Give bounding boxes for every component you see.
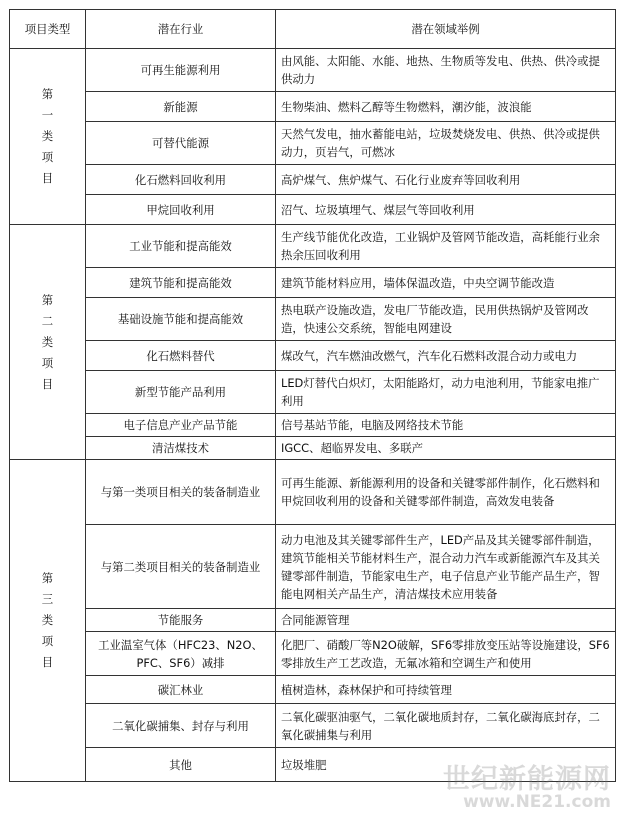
industry-cell: 二氧化碳捕集、封存与利用: [86, 704, 276, 748]
examples-cell: 建筑节能材料应用，墙体保温改造，中央空调节能改造: [276, 268, 616, 298]
table-row: [10, 268, 616, 298]
table-row: [10, 371, 616, 414]
examples-cell: 植树造林，森林保护和可持续管理: [276, 676, 616, 704]
examples-cell: 二氧化碳驱油驱气，二氧化碳地质封存，二氧化碳海底封存，二氧化碳捕集与利用: [276, 704, 616, 748]
examples-cell: 高炉煤气、焦炉煤气、石化行业废弃等回收利用: [276, 165, 616, 195]
examples-cell: 动力电池及其关键零部件生产，LED产品及其关键零部件制造，建筑节能相关节能材料生产，混合动力汽车或新能源汽车及其关键零部件制造，节能家电生产，电子信息产业节能产品生产，智能电网相关产品生产，清洁煤技术应用装备: [276, 525, 616, 609]
table-row: [10, 122, 616, 165]
table-header-row: [10, 10, 616, 49]
table-row: [10, 676, 616, 704]
examples-cell: 生产线节能优化改造，工业锅炉及管网节能改造，高耗能行业余热余压回收利用: [276, 225, 616, 268]
table-row: [10, 195, 616, 225]
industry-cell: 工业温室气体（HFC23、N2O、PFC、SF6）减排: [86, 632, 276, 676]
table-row: [10, 165, 616, 195]
examples-cell: 沼气、垃圾填埋气、煤层气等回收利用: [276, 195, 616, 225]
table-body: [10, 49, 616, 782]
examples-cell: 生物柴油、燃料乙醇等生物燃料，潮汐能，波浪能: [276, 92, 616, 122]
industry-cell: 化石燃料回收利用: [86, 165, 276, 195]
table-row: [10, 632, 616, 676]
table-row: [10, 414, 616, 437]
category-label: 第 二 类 项 目: [10, 225, 86, 460]
table-row: [10, 525, 616, 609]
examples-cell: LED灯替代白炽灯，太阳能路灯，动力电池利用，节能家电推广利用: [276, 371, 616, 414]
industry-cell: 电子信息产业产品节能: [86, 414, 276, 437]
header-examples: 潜在领域举例: [276, 10, 616, 49]
industry-cell: 甲烷回收利用: [86, 195, 276, 225]
industry-cell: 其他: [86, 748, 276, 782]
examples-cell: 热电联产设施改造，发电厂节能改造，民用供热锅炉及管网改造，快速公交系统，智能电网建设: [276, 298, 616, 341]
industry-cell: 可替代能源: [86, 122, 276, 165]
industry-cell: 碳汇林业: [86, 676, 276, 704]
header-industry: 潜在行业: [86, 10, 276, 49]
watermark-text: 世纪新能源网: [443, 764, 611, 795]
examples-cell: 垃圾堆肥: [276, 748, 616, 782]
industry-cell: 与第一类项目相关的装备制造业: [86, 460, 276, 525]
header-project-type: 项目类型: [10, 10, 86, 49]
industry-cell: 与第二类项目相关的装备制造业: [86, 525, 276, 609]
industry-cell: 可再生能源利用: [86, 49, 276, 92]
table-row: [10, 460, 616, 525]
table-row: [10, 225, 616, 268]
industry-cell: 新能源: [86, 92, 276, 122]
industry-cell: 新型节能产品利用: [86, 371, 276, 414]
industry-cell: 节能服务: [86, 609, 276, 632]
category-label: 第 一 类 项 目: [10, 49, 86, 225]
examples-cell: 由风能、太阳能、水能、地热、生物质等发电、供热、供冷或提供动力: [276, 49, 616, 92]
examples-cell: 合同能源管理: [276, 609, 616, 632]
table-row: [10, 704, 616, 748]
examples-cell: 化肥厂、硝酸厂等N2O破解，SF6零排放变压站等设施建设，SF6零排放生产工艺改造，无氟冰箱和空调生产和使用: [276, 632, 616, 676]
examples-cell: 可再生能源、新能源利用的设备和关键零部件制作，化石燃料和甲烷回收利用的设备和关键零部件制造，高效发电装备: [276, 460, 616, 525]
category-label: 第 三 类 项 目: [10, 460, 86, 782]
project-table: [9, 9, 616, 782]
table-row: [10, 298, 616, 341]
watermark-url: www.NE21.com: [463, 792, 611, 812]
table-row: [10, 437, 616, 460]
industry-cell: 建筑节能和提高能效: [86, 268, 276, 298]
industry-cell: 工业节能和提高能效: [86, 225, 276, 268]
table-row: [10, 609, 616, 632]
table-row: [10, 49, 616, 92]
industry-cell: 基础设施节能和提高能效: [86, 298, 276, 341]
table-row: [10, 92, 616, 122]
examples-cell: 信号基站节能，电脑及网络技术节能: [276, 414, 616, 437]
industry-cell: 清洁煤技术: [86, 437, 276, 460]
examples-cell: IGCC、超临界发电、多联产: [276, 437, 616, 460]
table-row: [10, 341, 616, 371]
table-row: [10, 748, 616, 782]
industry-cell: 化石燃料替代: [86, 341, 276, 371]
examples-cell: 煤改气，汽车燃油改燃气，汽车化石燃料改混合动力或电力: [276, 341, 616, 371]
examples-cell: 天然气发电，抽水蓄能电站，垃圾焚烧发电、供热、供冷或提供动力，页岩气，可燃冰: [276, 122, 616, 165]
